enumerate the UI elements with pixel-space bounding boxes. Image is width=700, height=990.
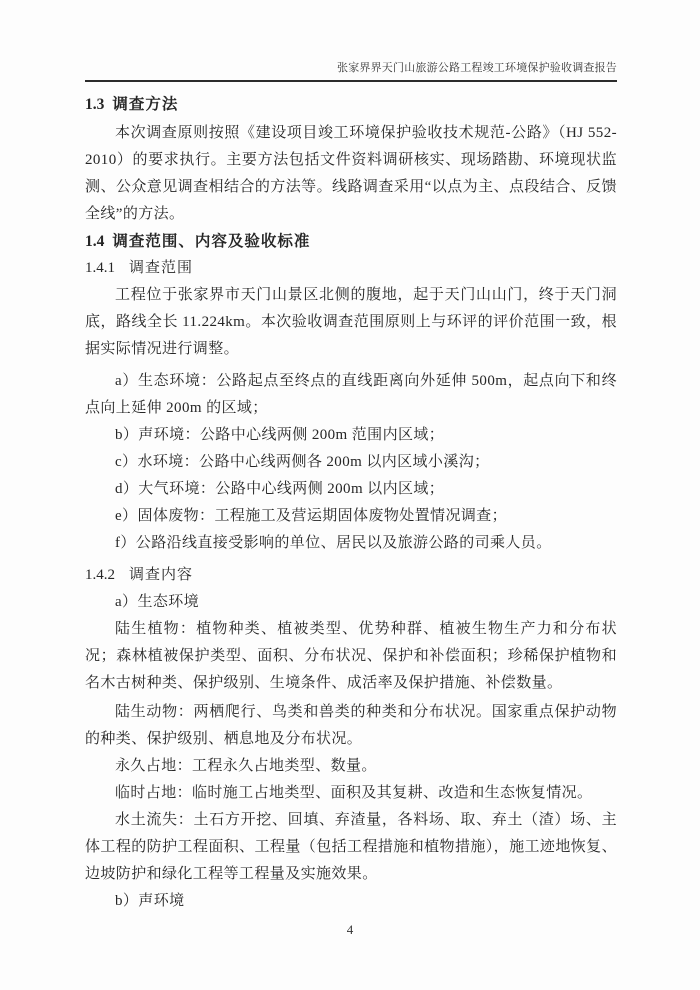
section-number: 1.4.1	[85, 260, 115, 276]
list-item-scope-b: b）声环境：公路中心线两侧 200m 范围内区域；	[115, 427, 445, 443]
list-item-content-a: a）生态环境	[115, 594, 200, 610]
paragraph-terrestrial-animals: 陆生动物：两栖爬行、鸟类和兽类的种类和分布状况。国家重点保护动物的种类、保护级别、栖息地及分布状况。	[85, 704, 617, 747]
section-title: 调查范围、内容及验收标准	[112, 233, 311, 250]
list-item-content-b: b）声环境	[115, 893, 185, 909]
list-item-scope-c: c）水环境：公路中心线两侧各 200m 以内区域小溪沟；	[115, 454, 490, 470]
list-item-scope-e: e）固体废物：工程施工及营运期固体废物处置情况调查；	[115, 508, 508, 524]
paragraph-temporary-land: 临时占地：临时施工占地类型、面积及其复耕、改造和生态恢复情况。	[115, 785, 593, 801]
section-title: 调查方法	[112, 96, 179, 113]
section-title: 调查内容	[129, 567, 194, 583]
paragraph-terrestrial-plants: 陆生植物：植物种类、植被类型、优势种群、植被生物生产力和分布状况；森林植被保护类型、面积、分布状况、保护和补偿面积；珍稀保护植物和名木古树种类、保护级别、生境条件、成活率及保护措施、补偿数量。	[85, 621, 617, 691]
running-header	[85, 59, 617, 82]
section-heading-1-3	[85, 91, 617, 118]
page-number: 4	[346, 922, 354, 937]
section-heading-1-4-1	[85, 255, 617, 282]
list-item-scope-d: d）大气环境：公路中心线两侧 200m 以内区域；	[115, 481, 445, 497]
section-number: 1.3	[85, 96, 105, 113]
running-header-title: 张家界界天门山旅游公路工程竣工环境保护验收调查报告	[337, 62, 617, 74]
section-number: 1.4	[85, 233, 105, 250]
section-heading-1-4-2	[85, 562, 617, 589]
section-title: 调查范围	[129, 260, 194, 276]
paragraph-soil-erosion: 水土流失：土石方开挖、回填、弃渣量，各料场、取、弃土（渣）场、主体工程的防护工程面积、工程量（包括工程措施和植物措施），施工迹地恢复、边坡防护和绿化工程等工程量及实施效果。	[85, 812, 617, 882]
list-item-scope-a: a）生态环境：公路起点至终点的直线距离向外延伸 500m，起点向下和终点向上延伸 200m 的区域；	[85, 373, 617, 416]
section-heading-1-4	[85, 228, 617, 255]
paragraph-scope-intro: 工程位于张家界市天门山景区北侧的腹地，起于天门山山门，终于天门洞底，路线全长 11.224km。本次验收调查范围原则上与环评的评价范围一致，根据实际情况进行调整。	[85, 287, 617, 357]
paragraph-methods: 本次调查原则按照《建设项目竣工环境保护验收技术规范-公路》（HJ 552-2010）的要求执行。主要方法包括文件资料调研核实、现场踏勘、环境现状监测、公众意见调查相结合的方法等。线路调查采用“以点为主、点段结合、反馈全线”的方法。	[85, 125, 617, 222]
list-item-scope-f: f）公路沿线直接受影响的单位、居民以及旅游公路的司乘人员。	[115, 535, 552, 551]
content-area	[85, 88, 617, 915]
section-number: 1.4.2	[85, 567, 115, 583]
paragraph-permanent-land: 永久占地：工程永久占地类型、数量。	[115, 758, 377, 774]
